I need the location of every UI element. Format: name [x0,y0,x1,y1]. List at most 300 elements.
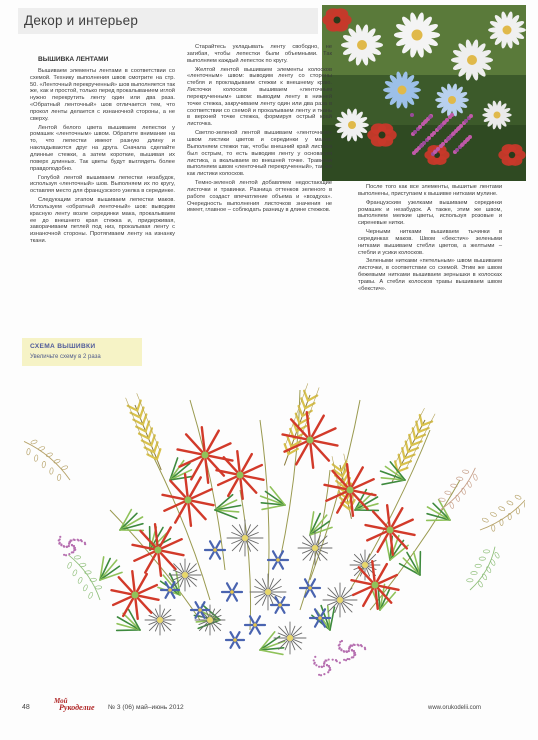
berry-dot [68,553,70,555]
paragraph: Черными нитками вышиваем тычинки в серединках маков. Швом «бекстич» зелеными нитками вышиваем стебли цветов, а желтыми – стебли и усики колосков. [358,229,502,256]
leaf-cluster [301,507,336,542]
daisy-petal [187,577,196,586]
photo-berry [441,142,445,146]
paragraph: Французским узелками вышиваем серединки ромашек и незабудок. А также, этим же швом, выполняем мелкие цветы, используя розовые и сиреневые нитки. [358,199,502,227]
leaf-cluster [256,630,289,661]
photo-berry [427,136,431,140]
sprig-leaf [473,474,478,481]
wheat-awn [302,391,305,399]
forget-me-not-petal [273,562,277,569]
berry-dot [361,645,363,647]
berry-cluster [338,640,367,661]
berry-dot [349,646,351,648]
poppy-petal [365,525,386,529]
sprig-leaf [455,495,460,502]
berry-dot [341,640,343,642]
berry-dot [339,662,341,664]
poppy-center [202,452,209,459]
berry-dot [351,649,353,651]
sprig-leaf [26,448,30,455]
paragraph: Желтой лентой вышиваем элементы колосков «ленточным» швом: выводим ленту со стороны стебля и прокладываем стежки к внешнему краю. Листочки колосков вышиваем «ленточным перекрученным» швом: выводим ленту в нижней точке стежка, закручиваем ленту один или два раза в соответствии со схемой и прокалываем ленту и ткань в верхней точке стежка, формируя острый край листочка. [187,66,332,128]
poppy-petal [178,449,202,454]
berry-dot [343,659,345,661]
daisy-center [207,617,213,623]
photo-berry [442,121,446,125]
paragraph: Темно-зеленой лентой добавляем недостающие листочки и травинки. Разница оттенков зеленого в работе создаст впечатление объема и «воздуха». Очередность выполнения листочков значения не имеет, главное – соблюдать разницу в длине стежков. [187,180,332,214]
forget-me-not-center [278,603,282,607]
poppy-petal [162,551,184,555]
sprig-leaf [491,525,495,532]
sprig-leaf [49,468,53,475]
paragraph: Следующим этапом вышиваем лепестки маков. Используем «обратный ленточный» шов: выводим красную ленту возле серединки мака, прокалываем ее до внешнего края стежка и, придерживая, заворачиваем петлей под низ, прокалывая ленту с изнаночной стороны. Протягиваем ленту на изнанку ткани. [30,197,175,245]
daisy-petal [328,588,338,598]
sprig-leaf [467,481,472,488]
photo-berry [437,126,441,130]
berry-dot [351,656,353,658]
poppy-petal [209,456,233,461]
sprig-leaf [498,506,505,512]
photo-berry [459,124,463,128]
daisy-center [362,562,368,568]
photo-berry [432,131,436,135]
poppy-petal [394,531,415,535]
poppy-petal [244,476,264,480]
sprig-leaf [482,573,488,580]
photo-daisy-center [398,86,407,95]
daisy [227,520,263,556]
photo-berry [423,120,427,124]
photo-berry [414,149,418,153]
berry-dot [71,551,73,553]
sprig-leaf [46,452,53,457]
berry-dot [59,538,61,540]
daisy-center [312,545,318,551]
poppy-petal [372,561,374,581]
leaf-cluster [256,485,289,516]
berry-dot [60,543,62,545]
poppy [163,474,214,526]
poppy-petal [202,427,205,451]
berry-dot [327,671,329,673]
sprig [433,462,482,516]
berry-dot [336,660,338,662]
photo-poppy [367,123,396,146]
forget-me-not-petal [201,602,205,608]
poppy-petal [208,458,224,476]
sprig-leaf [72,569,78,576]
forget-me-not-center [233,638,237,642]
text-column-3 [358,184,502,295]
berry-dot [59,536,61,538]
daisy-petal [279,627,288,636]
forget-me-not-petal [311,579,315,586]
poppy-petal [243,478,257,493]
photo-berry [450,113,454,117]
berry-dot [314,656,316,658]
daisy-center [242,535,248,541]
sprig-leaf [42,461,46,468]
forget-me-not-petal [315,620,319,627]
leaf-cluster [397,546,431,581]
berry-dot [320,674,322,676]
photo-berry [456,127,460,131]
forget-me-not-center [308,586,312,590]
daisy-petal [303,550,313,560]
poppy-center [155,547,162,554]
sprig-leaf [57,474,61,481]
berry-dot [78,539,80,541]
forget-me-not [222,583,242,600]
photo-berry [460,143,464,147]
berry-dot [73,549,75,551]
photo-berry [428,115,432,119]
forget-me-not-petal [236,642,240,648]
sprig-leaf [88,592,94,599]
sprig-leaf [461,488,466,495]
berry-dot [69,541,71,543]
poppy-petal [373,512,387,527]
daisy [169,559,201,591]
daisy-petal [247,525,258,536]
berry-dot [364,648,366,650]
photo-berry [455,148,459,152]
forget-me-not-petal [227,583,231,590]
berry-dot [318,674,320,676]
sprig-leaf [486,566,492,573]
leaf-cluster [91,552,126,587]
daisy-petal [292,640,301,649]
poppy-petal [313,443,329,461]
poppy-petal [242,454,252,471]
sprig-leaf [67,562,73,569]
daisy-center [182,572,188,578]
berry-dot [314,662,316,664]
forget-me-not-petal [216,541,220,548]
embroidery-scheme-diagram [10,360,525,685]
berry-dot [63,554,65,556]
sprig-leaf [475,564,481,567]
photo-daisy-center [448,96,456,104]
berry-cluster [313,656,341,677]
photo-berry [451,132,455,136]
sprig [19,434,77,486]
sprig-leaf [482,517,489,523]
poppy-petal [353,587,371,595]
berry-dot [343,650,345,652]
forget-me-not-petal [311,590,315,597]
daisy-petal [247,540,258,551]
scheme-subtitle: Увеличьте схему в 2 раза [30,354,101,360]
berry-dot [323,663,325,665]
sprig-stem [440,468,478,513]
berry-dot [351,645,353,647]
poppy-petal [132,571,134,591]
daisy-petal [303,536,313,546]
forget-me-not-center [168,588,172,592]
daisy [274,622,306,654]
photo-daisy-center [503,26,512,35]
sprig-leaf [449,502,454,509]
forget-me-not-petal [196,602,200,608]
forget-me-not [300,579,320,596]
sprig-leaf [471,571,477,574]
sprig-leaf [53,459,60,464]
wheat-awn [285,437,288,445]
photo-berry [445,118,449,122]
poppy [133,524,184,576]
logo-line-1: Мой [54,697,68,705]
forget-me-not-petal [281,607,285,613]
photo-berry [410,113,414,117]
sprig-leaf [34,455,38,462]
daisy-center [337,597,343,603]
berry-dot [73,545,75,547]
poppy-petal [375,589,377,609]
poppy-petal [170,481,185,497]
daisy-petal [232,525,243,536]
berry-dot [320,666,322,668]
text-column-1 [30,57,175,247]
berry-dot [340,648,342,650]
photo-berry [446,137,450,141]
sprig [463,542,504,594]
sprig-leaf [524,502,525,509]
berry-dot [347,658,349,660]
berry-dot [323,673,325,675]
sprig-leaf [515,494,522,500]
forget-me-not-petal [250,627,254,634]
berry-dot [328,669,330,671]
berry-dot [318,666,320,668]
forget-me-not-petal [273,551,277,558]
berry-cluster [58,536,87,557]
forget-me-not [268,551,288,568]
photo-berry [465,138,469,142]
daisy-petal [232,540,243,551]
photo-daisy-center [348,121,356,129]
sprig-leaf [456,477,463,481]
forget-me-not-center [253,623,257,627]
berry-dot [73,547,75,549]
daisy-center [265,589,271,595]
daisy-petal [328,602,338,612]
poppy-center [347,487,354,494]
scheme-title: СХЕМА ВЫШИВКИ [30,343,96,350]
photo-daisy-center [357,40,367,50]
poppy-center [307,437,314,444]
poppy-petal [188,504,191,526]
berry-dot [328,665,330,667]
forget-me-not-center [318,616,322,620]
paragraph: Светло-зеленой лентой вышиваем «ленточным» швом листики цветов и серединки у маков. Выполняем стежки так, чтобы внешний край листика был острым, то есть выводим ленту у основания листика, а вкалываем во внешней точке. Травинки выполняем швом «ленточный перекрученный», так же как листики колосков. [187,130,332,178]
wheat-ear [125,393,168,472]
sprig-leaf [494,552,500,559]
daisy-center [157,617,163,623]
poppy-center [372,582,379,589]
sprig-leaf [445,491,452,495]
sprig-leaf [483,550,489,553]
poppy-petal [161,553,176,569]
sprig-leaf [79,563,86,567]
sprig-leaf [479,557,485,560]
berry-dot [345,650,347,652]
daisy-petal [270,579,281,590]
sprig-stem [68,553,103,600]
photo-berry [469,114,473,118]
poppy-petal [113,597,131,605]
photo-poppy [322,8,351,31]
sprig-leaf [506,500,513,506]
sprig-leaf [490,512,497,518]
article-title: ВЫШИВКА ЛЕНТАМИ [38,56,109,63]
berry-dot [353,652,355,654]
leaf-cluster [162,454,197,489]
poppy [283,412,338,468]
berry-dot [313,659,315,661]
sprig-leaf [95,586,102,590]
forget-me-not-center [276,558,280,562]
photo-poppy-center [379,132,386,139]
photo-poppy-center [334,17,341,24]
berry-dot [65,546,67,548]
poppy-petal [137,574,147,591]
forget-me-not-petal [233,594,237,601]
poppy-petal [218,477,236,485]
poppy-petal [139,596,159,600]
poppy-center [387,527,394,534]
poppy-petal [237,451,239,471]
forget-me-not [271,597,289,613]
poppy [365,505,414,555]
berry-dot [315,664,317,666]
sprig-stem [24,438,73,480]
berry-dot [84,543,86,545]
paragraph: После того как все элементы, вышитые лентами выполнены, приступаем к вышивке нитками мулине. [358,184,502,197]
forget-me-not-petal [233,583,237,590]
sprig-leaf [516,507,520,514]
sprig [475,489,525,538]
photo-daisy-center [412,30,423,41]
daisy-petal [342,602,352,612]
forget-me-not-petal [281,597,285,603]
forget-me-not-petal [256,616,260,623]
sprig-stem [470,547,498,592]
berry-dot [59,542,61,544]
berry-dot [332,659,334,661]
daisy-petal [292,627,301,636]
site-url: www.orukodelii.com [428,705,482,711]
stem [240,490,251,630]
poppy [111,571,158,619]
daisy [323,583,357,617]
forget-me-not-center [198,608,202,612]
forget-me-not-center [213,548,217,552]
poppy-petal [244,465,262,473]
wheat-ear [278,383,320,468]
stem [260,420,269,590]
photo-berry [413,130,417,134]
forget-me-not-petal [216,552,220,559]
photo-daisy-center [467,55,477,65]
poppy-petal [228,478,238,495]
poppy-petal [363,588,373,605]
photo-berry [419,144,423,148]
forget-me-not-petal [276,597,280,603]
poppy-petal [139,585,157,593]
photo-berry [464,119,468,123]
daisy [298,531,332,565]
berry-dot [339,643,341,645]
forget-me-not [161,582,179,598]
sprig-leaf [30,439,37,444]
forget-me-not [226,632,244,648]
sprig-leaf [490,559,496,566]
forget-me-not-petal [231,642,235,648]
poppy-petal [314,441,338,446]
forget-me-not-petal [231,632,235,638]
daisy-petal [187,564,196,573]
sprig-leaf [83,584,89,591]
berry-dot [358,644,360,646]
berry-dot [348,650,350,652]
sprig-leaf [77,577,83,584]
paragraph: Голубой лентой вышиваем лепестки незабудок, используя «ленточный» шов. Выполняем их по кругу, оставляя место для французского узелка в серединке. [30,174,175,195]
berry-dot [325,660,327,662]
paragraph: Вышиваем элементы лентами в соответствии со схемой. Технику выполнения швов смотрите на стр. 50. «Ленточный перекрученный» шов выполняется так же, как и простой, только перед прокалыванием иглой нужно перекрутить ленту один или два раза. «Обратный ленточный» шов отличается тем, что прокол ленты делается с изнаночной стороны, а не сверху. [30,67,175,122]
poppy-center [185,497,192,504]
forget-me-not-petal [166,592,170,598]
photo-berry [433,150,437,154]
sprig-stem [480,496,525,534]
daisy-petal [342,588,352,598]
forget-me-not-petal [279,562,283,569]
logo-line-2: Рукоделие [59,703,95,712]
forget-me-not-petal [256,627,260,634]
poppy-petal [158,554,161,576]
embroidery-photo [322,5,526,181]
leaf-cluster [111,607,146,641]
poppy-center [132,592,139,599]
sprig-leaf [467,579,473,582]
sprig-leaf [61,465,68,470]
paragraph: Зелеными нитками «петельным» швом вышиваем листочки, в соответствии со схемой. Этим же швом бежевыми нитками вышиваем зернышки в колосках травы. А стебли колосков травы вышиваем швом «бекстич». [358,258,502,292]
berry-dot [323,665,325,667]
forget-me-not-center [230,590,234,594]
berry-dot [328,658,330,660]
poppy-petal [191,503,206,519]
berry-dot [68,545,70,547]
sprig-leaf [74,556,81,560]
poppy [351,561,398,609]
wheat-awn [305,384,308,392]
forget-me-not-petal [236,632,240,638]
poppy-petal [310,444,313,468]
forget-me-not-petal [166,582,170,588]
poppy-petal [135,599,137,619]
forget-me-not [245,616,265,633]
paragraph: Лентой белого цвета вышиваем лепестки у ромашек «ленточным» швом. Обратите внимание на то, что лепестки имеют разную длину и накладываются друг на друга. Сначала сделайте длинные стежки, а затем короткие, вышивая их поверх длинных. Так цветы будут выглядеть более правдоподобно. [30,124,175,172]
stems-layer [110,390,460,630]
issue-info: № 3 (06) май–июнь 2012 [108,704,184,711]
sprig-leaf [477,580,483,587]
daisy-center [287,635,293,641]
poppy-petal [138,598,152,613]
sprig-leaf [462,470,469,474]
leaves-layer [91,454,456,661]
poppy-petal [155,524,158,546]
berry-dot [63,545,65,547]
photo-poppy-center [509,152,516,159]
